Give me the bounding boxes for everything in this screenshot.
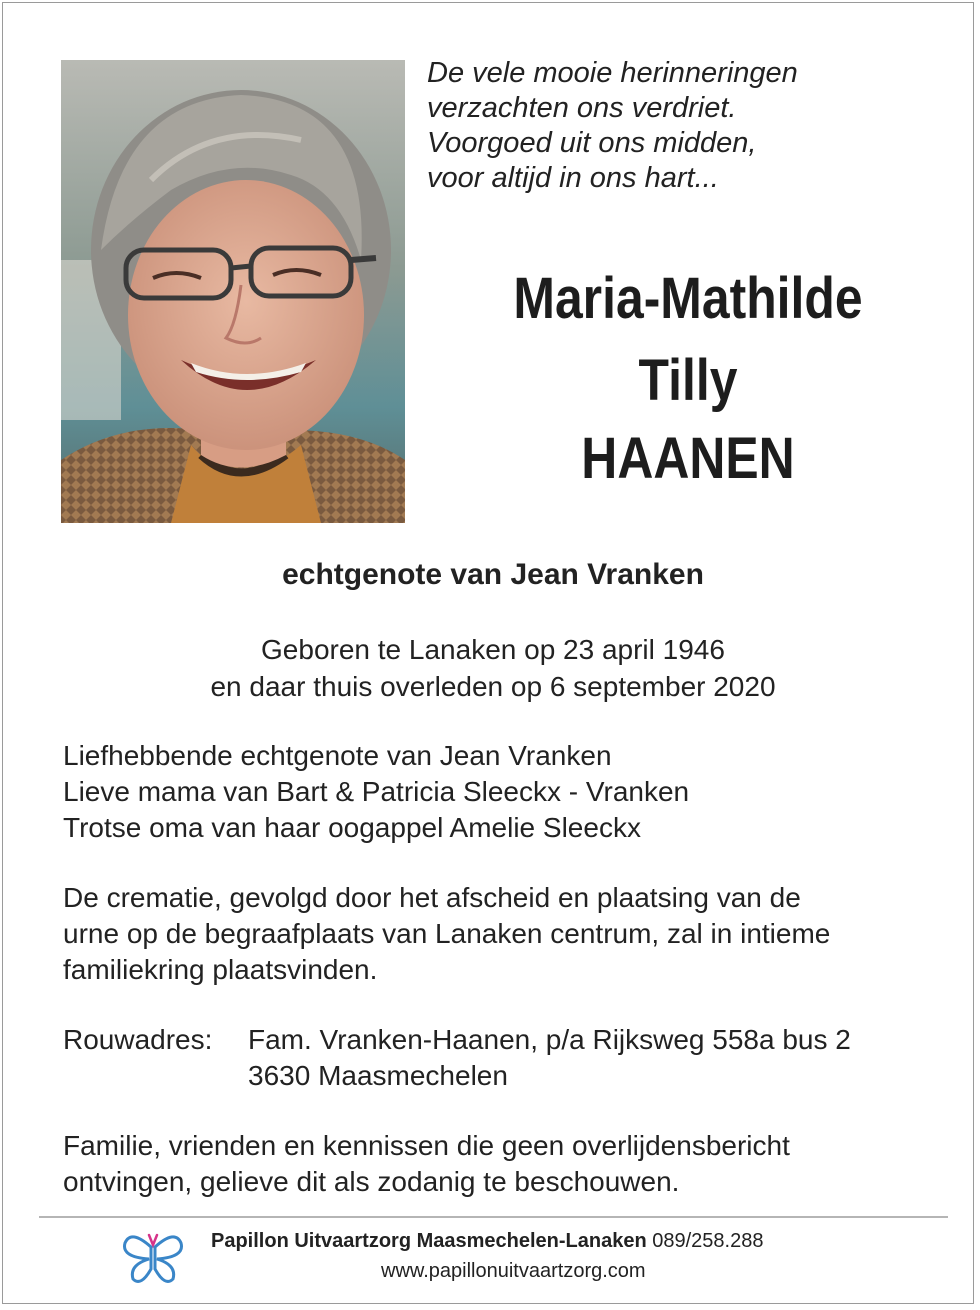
funeral-home-website[interactable]: www.papillonuitvaartzorg.com	[381, 1260, 646, 1282]
cremation-line: De crematie, gevolgd door het afscheid en plaatsing van de	[63, 882, 801, 913]
address-label: Rouwadres:	[63, 1024, 213, 1055]
obituary-card	[2, 2, 974, 1304]
family-list	[63, 738, 689, 846]
address-line: 3630 Maasmechelen	[248, 1060, 508, 1091]
cremation-text	[63, 880, 830, 988]
address-line: Fam. Vranken-Haanen, p/a Rijksweg 558a bus 2	[248, 1024, 851, 1055]
family-line: Lieve mama van Bart & Patricia Sleeckx - Vranken	[63, 776, 690, 807]
notice-line: ontvingen, gelieve dit als zodanig te beschouwen.	[63, 1166, 680, 1197]
poem-line: Voorgoed uit ons midden,	[427, 127, 757, 159]
notice-text	[63, 1128, 790, 1200]
spouse-line: echtgenote van Jean Vranken	[282, 558, 704, 591]
cremation-line: familiekring plaatsvinden.	[63, 954, 378, 985]
deceased-nickname: Tilly	[638, 348, 738, 413]
address-value	[248, 1022, 851, 1094]
family-line: Liefhebbende echtgenote van Jean Vranken	[63, 740, 612, 771]
deceased-first-name: Maria-Mathilde	[513, 266, 863, 331]
butterfly-icon	[121, 1221, 185, 1289]
funeral-home-phone: 089/258.288	[652, 1230, 764, 1252]
footer-divider	[39, 1216, 948, 1218]
deceased-last-name: HAANEN	[581, 426, 795, 491]
death-line: en daar thuis overleden op 6 september 2020	[210, 671, 776, 702]
funeral-home-line	[211, 1230, 763, 1253]
portrait-photo	[61, 60, 405, 523]
cremation-line: urne op de begraafplaats van Lanaken centrum, zal in intieme	[63, 918, 831, 949]
birth-line: Geboren te Lanaken op 23 april 1946	[261, 634, 725, 665]
birth-death-info	[3, 631, 980, 705]
funeral-home-name: Papillon Uitvaartzorg Maasmechelen-Lanaken	[211, 1230, 647, 1252]
family-line: Trotse oma van haar oogappel Amelie Sleeckx	[63, 812, 641, 843]
notice-line: Familie, vrienden en kennissen die geen overlijdensbericht	[63, 1130, 790, 1161]
poem-line: De vele mooie herinneringen	[427, 57, 798, 89]
poem	[427, 56, 947, 196]
poem-line: verzachten ons verdriet.	[427, 92, 737, 124]
poem-line: voor altijd in ons hart...	[427, 162, 719, 194]
